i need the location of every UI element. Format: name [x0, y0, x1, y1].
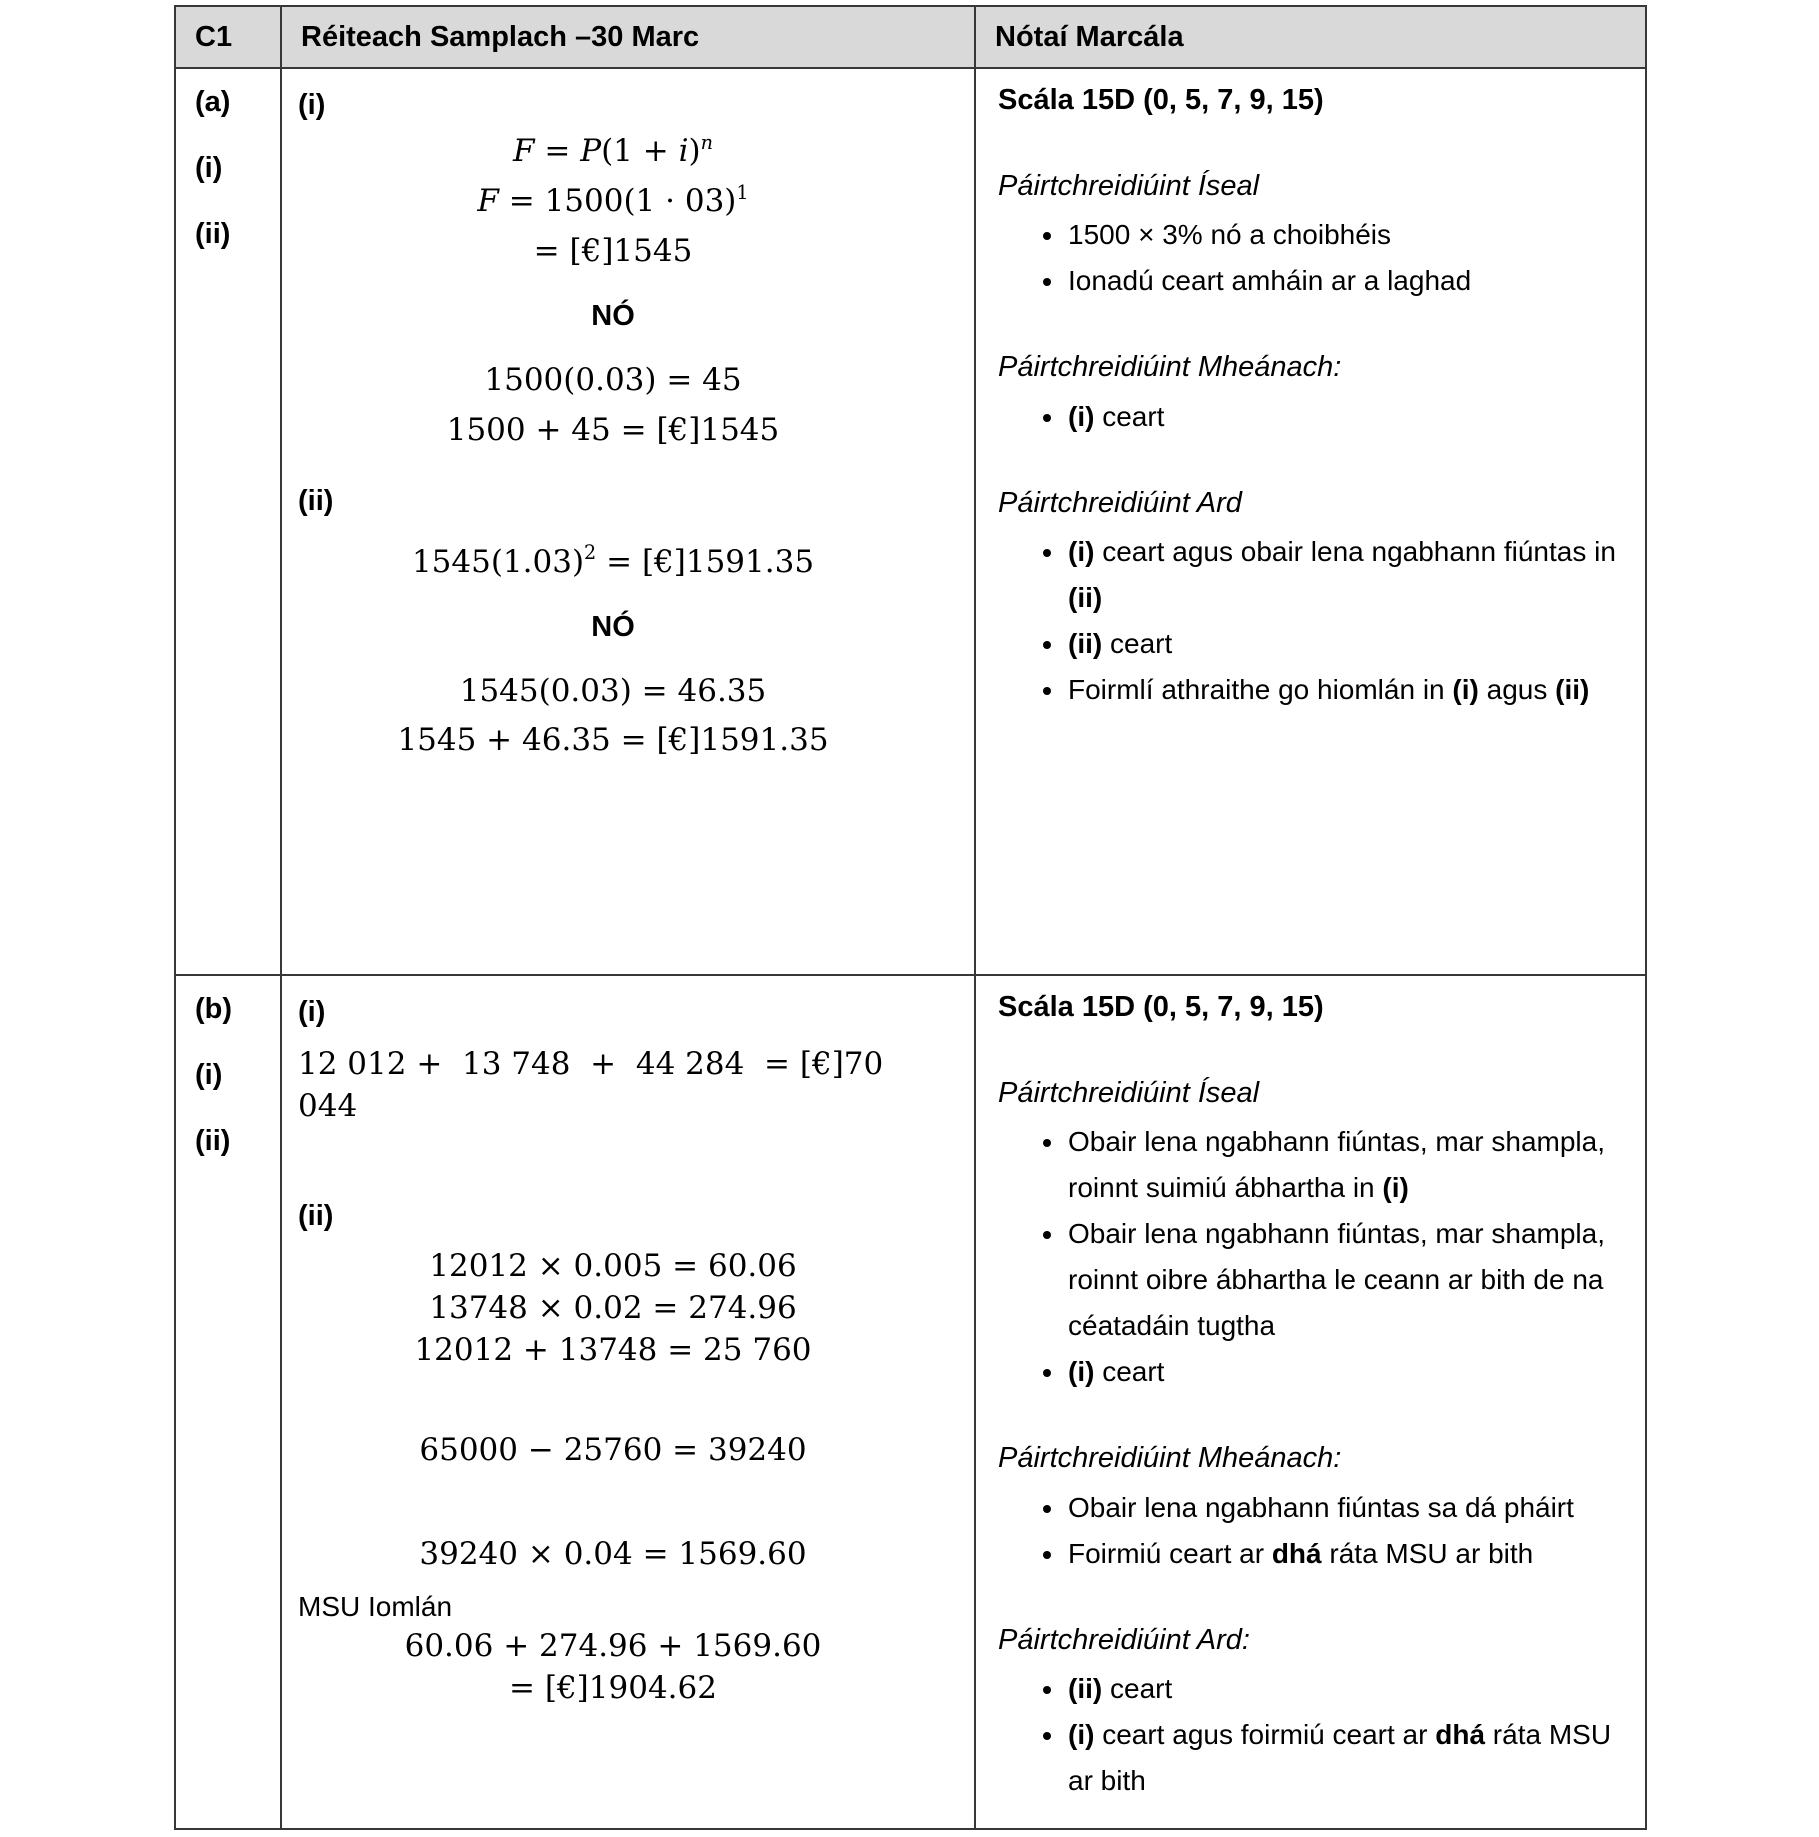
partial-credit-heading: Páirtchreidiúint Ard: [998, 1623, 1250, 1656]
note-bullet: • (ii) ceart [1066, 621, 1617, 667]
question-part-label: (b) [195, 993, 233, 1025]
or-separator: NÓ [591, 610, 635, 643]
spacer [298, 1472, 928, 1534]
solution-part-label: (ii) [298, 1199, 334, 1232]
equation-line: 12 012 + 13 748 + 44 284 = [€]70 044 [298, 1046, 894, 1125]
note-bullet: • Obair lena ngabhann fiúntas, mar shampla, roinnt oibre ábhartha le ceann ar bith de na céatadáin tugtha [1066, 1211, 1617, 1349]
spacer [298, 1128, 928, 1196]
equation-line: $1545(1.03)^2$ = [€]1591.35 [411, 541, 815, 580]
equation-line: = [€]1545 [533, 232, 693, 269]
spacer [298, 459, 928, 481]
note-bullet: • (i) ceart [1066, 394, 1617, 440]
row-a-part-labels [176, 69, 282, 976]
note-bullet: • (i) ceart agus obair lena ngabhann fiúntas in (ii) [1066, 529, 1617, 621]
partial-credit-heading: Páirtchreidiúint Mheánach: [998, 351, 1342, 383]
or-separator: NÓ [591, 299, 635, 332]
equation-line: 1545(0.03) = 46.35 [459, 672, 767, 709]
notes-bullet-list [998, 1119, 1617, 1395]
note-bullet: • (i) ceart [1066, 1349, 1617, 1395]
equation-line: = [€]1904.62 [509, 1669, 717, 1706]
equation-line: 13748 × 0.02 = 274.96 [429, 1290, 797, 1327]
note-bullet: • (i) ceart agus foirmiú ceart ar dhá ráta MSU ar bith [1066, 1712, 1617, 1804]
spacer [298, 1236, 928, 1246]
scale-heading: Scála 15D (0, 5, 7, 9, 15) [998, 84, 1324, 116]
notes-bullet-list [998, 1485, 1617, 1577]
row-a-marking-notes [976, 69, 1645, 976]
partial-credit-heading: Páirtchreidiúint Íseal [998, 169, 1260, 202]
solution-part-label: (i) [298, 89, 326, 121]
spacer [298, 522, 928, 534]
header-sample-solution: Réiteach Samplach –30 Marc [282, 7, 976, 69]
note-bullet: • 1500 × 3% nó a choibhéis [1066, 212, 1617, 258]
equation-line: 1545 + 46.35 = [€]1591.35 [397, 722, 829, 759]
note-bullet: • (ii) ceart [1066, 1666, 1617, 1712]
notes-bullet-list [998, 1666, 1617, 1804]
note-bullet: • Ionadú ceart amháin ar a laghad [1066, 258, 1617, 304]
note-bullet: • Foirmlí athraithe go hiomlán in (i) agus (ii) [1066, 667, 1617, 713]
equation-line: $F = 1500(1 \cdot 03)^1$ [477, 180, 749, 220]
header-marking-notes: Nótaí Marcála [976, 7, 1645, 69]
solution-part-label: (i) [298, 996, 326, 1028]
partial-credit-heading: Páirtchreidiúint Mheánach: [998, 1442, 1342, 1474]
partial-credit-heading: Páirtchreidiúint Íseal [998, 1076, 1260, 1109]
scale-heading: Scála 15D (0, 5, 7, 9, 15) [998, 991, 1324, 1023]
question-part-label: (i) [195, 151, 223, 184]
equation-line: 1500 + 45 = [€]1545 [446, 411, 780, 448]
question-part-label: (i) [195, 1058, 223, 1091]
equation-line: 60.06 + 274.96 + 1569.60 [404, 1627, 822, 1664]
row-b-sample-solution [282, 976, 976, 1828]
notes-bullet-list [998, 394, 1617, 440]
marking-scheme-table [174, 5, 1647, 1830]
note-bullet: • Obair lena ngabhann fiúntas, mar shampla, roinnt suimiú ábhartha in (i) [1066, 1119, 1617, 1211]
equation-line: $F = P(1 + i)^n$ [513, 130, 713, 170]
spacer [298, 1372, 928, 1430]
equation-line: 1500(0.03) = 45 [484, 361, 742, 398]
text-label: MSU Iomlán [298, 1591, 453, 1623]
row-b-marking-notes [976, 976, 1645, 1828]
header-question-code: C1 [176, 7, 282, 69]
equation-line: 12012 × 0.005 = 60.06 [429, 1248, 797, 1285]
question-part-label: (ii) [195, 1124, 231, 1157]
question-part-label: (ii) [195, 217, 231, 250]
question-part-label: (a) [195, 86, 231, 118]
notes-bullet-list [998, 212, 1617, 304]
equation-line: 65000 − 25760 = 39240 [419, 1431, 807, 1468]
equation-line: 39240 × 0.04 = 1569.60 [419, 1535, 807, 1572]
solution-part-label: (ii) [298, 485, 334, 518]
notes-bullet-list [998, 529, 1617, 713]
note-bullet: • Foirmiú ceart ar dhá ráta MSU ar bith [1066, 1531, 1617, 1577]
equation-line: 12012 + 13748 = 25 760 [414, 1331, 812, 1368]
row-b-part-labels [176, 976, 282, 1828]
partial-credit-heading: Páirtchreidiúint Ard [998, 486, 1242, 519]
note-bullet: • Obair lena ngabhann fiúntas sa dá pháirt [1066, 1485, 1617, 1531]
row-a-sample-solution [282, 69, 976, 976]
